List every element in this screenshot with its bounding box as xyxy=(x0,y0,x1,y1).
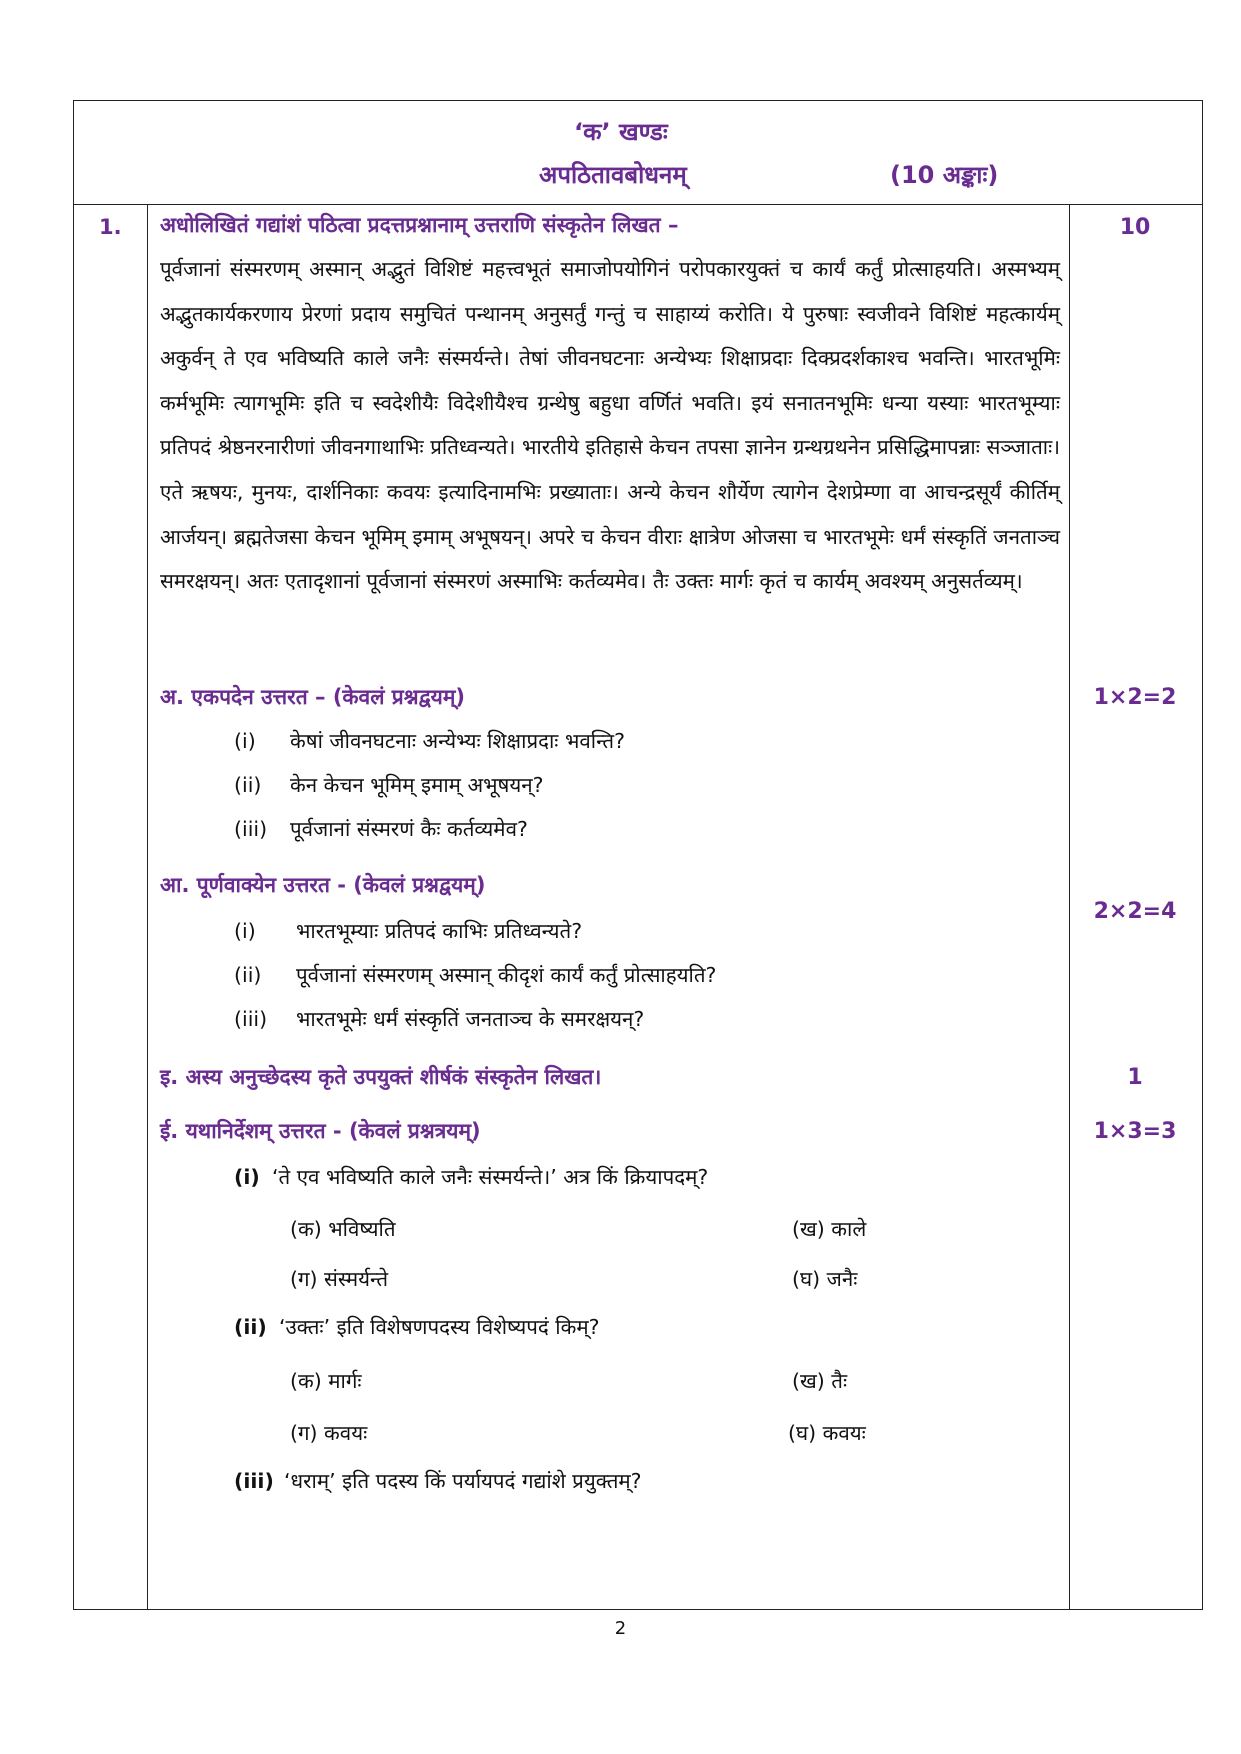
part-d-item-text: ‘उक्तः’ इति विशेषणपदस्य विशेष्यपदं किम्? xyxy=(279,1315,600,1339)
part-c-title: इ. अस्य अनुच्छेदस्य कृते उपयुक्तं शीर्षकं संस्कृतेन लिखत। xyxy=(160,1065,602,1089)
option: (ख) तैः xyxy=(792,1369,848,1393)
part-c-marks: 1 xyxy=(1127,1065,1143,1090)
subject-title: अपठितावबोधनम् xyxy=(539,161,687,189)
part-d-title: ई. यथानिर्देशम् उत्तरत - (केवलं प्रश्नत्रयम्) xyxy=(160,1119,481,1143)
option: (घ) कवयः xyxy=(788,1421,866,1445)
part-b-item-text: भारतभूमेः धर्मं संस्कृतिं जनताञ्च के समरक्षयन्? xyxy=(296,1007,645,1031)
section-marks: (10 अङ्काः) xyxy=(890,161,999,189)
part-b-item-num: (i) xyxy=(234,919,256,943)
question-instruction: अधोलिखितं गद्यांशं पठित्वा प्रदत्तप्रश्नानाम् उत्तराणि संस्कृतेन लिखत – xyxy=(160,213,679,237)
part-d-marks: 1×3=3 xyxy=(1093,1119,1177,1144)
page-number: 2 xyxy=(614,1618,627,1639)
part-b-title: आ. पूर्णवाक्येन उत्तरत - (केवलं प्रश्नद्वयम्) xyxy=(160,873,486,897)
part-b-item-text: पूर्वजानां संस्मरणम् अस्मान् कीदृशं कार्यं कर्तुं प्रोत्साहयति? xyxy=(296,963,717,987)
section-title: ‘क’ खण्डः xyxy=(574,118,668,146)
option: (ग) कवयः xyxy=(290,1421,368,1445)
part-a-item-text: केषां जीवनघटनाः अन्येभ्यः शिक्षाप्रदाः भवन्ति? xyxy=(290,729,625,753)
option: (ग) संस्मर्यन्ते xyxy=(290,1267,389,1291)
part-d-item-num: (ii) xyxy=(234,1315,267,1339)
option: (घ) जनैः xyxy=(792,1267,858,1291)
part-b-item-text: भारतभूम्याः प्रतिपदं काभिः प्रतिध्वन्यते? xyxy=(296,919,583,943)
part-a-item-num: (i) xyxy=(234,729,256,753)
part-a-title: अ. एकपदेन उत्तरत – (केवलं प्रश्नद्वयम्) xyxy=(160,685,465,709)
header-divider xyxy=(74,204,1202,205)
question-table xyxy=(73,100,1203,1610)
part-a-item-num: (ii) xyxy=(234,773,262,797)
option: (क) भविष्यति xyxy=(290,1217,396,1241)
part-a-item-text: केन केचन भूमिम् इमाम् अभूषयन्? xyxy=(290,773,544,797)
question-number: 1. xyxy=(99,215,122,239)
option: (ख) काले xyxy=(792,1217,867,1241)
part-d-item-text: ‘ते एव भविष्यति काले जनैः संस्मर्यन्ते।’ अत्र किं क्रियापदम्? xyxy=(272,1165,709,1189)
part-d-item-text: ‘धराम्’ इति पदस्य किं पर्यायपदं गद्यांशे प्रयुक्तम्? xyxy=(284,1469,642,1493)
part-d-item-num: (iii) xyxy=(234,1469,274,1493)
number-column-divider xyxy=(147,204,148,1609)
part-a-marks: 1×2=2 xyxy=(1093,685,1177,710)
part-b-marks: 2×2=4 xyxy=(1093,899,1177,924)
part-b-item-num: (iii) xyxy=(234,1007,268,1031)
part-a-item-num: (iii) xyxy=(234,817,268,841)
part-b-item-num: (ii) xyxy=(234,963,262,987)
question-total-marks: 10 xyxy=(1119,215,1151,240)
passage: पूर्वजानां संस्मरणम् अस्मान् अद्भुतं विशिष्टं महत्त्वभूतं समाजोपयोगिनं परोपकारयुक्तं च कार्यं कर्तुं प्रोत्साहयति। अस्मभ्यम् अद्भुतकार्यकरणाय प्रेरणां प्रदाय समुचितं पन्थानम् अनुसर्तुं गन्तुं च साहाय्यं करोति। ये पुरुषाः स्वजीवने विशिष्टं महत्कार्यम् अकुर्वन् ते एव भविष्यति काले जनैः संस्मर्यन्ते। तेषां जीवनघटनाः अन्येभ्यः शिक्षाप्रदाः दिक्प्रदर्शकाश्च भवन्ति। भारतभूमिः कर्मभूमिः त्यागभूमिः इति च स्वदेशीयैः विदेशीयैश्च ग्रन्थेषु बहुधा वर्णितं भवति। इयं सनातनभूमिः धन्या यस्याः भारतभूम्याः प्रतिपदं श्रेष्ठनरनारीणां जीवनगाथाभिः प्रतिध्वन्यते। भारतीये इतिहासे केचन तपसा ज्ञानेन ग्रन्थग्रथनेन प्रसिद्धिमापन्नाः सञ्जाताः। एते ऋषयः, मुनयः, दार्शनिकाः कवयः इत्यादिनामभिः प्रख्याताः। अन्ये केचन शौर्येण त्यागेन देशप्रेम्णा वा आचन्द्रसूर्यं कीर्तिम् आर्जयन्। ब्रह्मतेजसा केचन भूमिम् इमाम् अभूषयन्। अपरे च केचन वीराः क्षात्रेण ओजसा च भारतभूमेः धर्मं संस्कृतिं जनताञ्च समरक्षयन्। अतः एतादृशानां पूर्वजानां संस्मरणं अस्माभिः कर्तव्यमेव। तैः उक्तः मार्गः कृतं च कार्यम् अवश्यम् अनुसर्तव्यम्। xyxy=(160,257,1060,594)
part-d-item-num: (i) xyxy=(234,1165,260,1189)
part-a-item-text: पूर्वजानां संस्मरणं कैः कर्तव्यमेव? xyxy=(290,817,528,841)
option: (क) मार्गः xyxy=(290,1369,362,1393)
